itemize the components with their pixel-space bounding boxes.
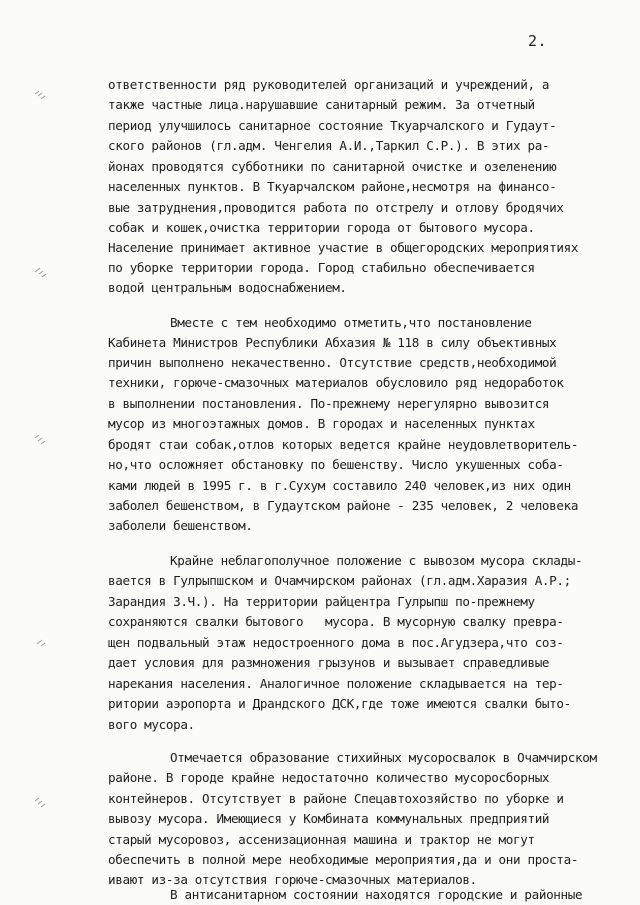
binder-hole-mark	[33, 432, 49, 446]
text-line: ритории аэропорта и Драндского ДСК,где тоже имеются свалки быто-	[108, 696, 571, 711]
text-line: вывозу мусора. Имеющиеся у Комбината коммунальных предприятий	[108, 811, 550, 826]
text-line: период улучшилось санитарное состояние Ткуарчалского и Гудаут-	[108, 118, 557, 133]
text-line: Зарандия З.Ч.). На территории райцентра Гулрыпш по-прежнему	[108, 594, 535, 609]
text-line: Население принимает активное участие в общегородских мероприятиях	[108, 240, 579, 255]
text-line: причин выполнено некачественно. Отсутствие средств,необходимой	[108, 355, 557, 370]
text-line: населенных пунктов. В Ткуарчалском районе,несмотря на финансо-	[108, 179, 557, 194]
text-line: вые затруднения,проводится работа по отстрелу и отлову бродячих	[108, 200, 564, 215]
binder-hole-mark	[33, 795, 49, 809]
page-number: 2.	[528, 32, 548, 50]
text-line: вого мусора.	[108, 717, 195, 732]
text-line: заболел бешенством, в Гудаутском районе - 235 человек, 2 человека	[108, 498, 579, 513]
text-line: контейнеров. Отсутствует в районе Спецавтохозяйство по уборке и	[108, 791, 564, 806]
text-line: ского районов (гл.адм. Ченгелия А.И.,Таркил С.Р.). В этих ра-	[108, 138, 550, 153]
text-line: Крайне неблагополучное положение с вывозом мусора склады-	[170, 553, 583, 568]
text-line: сохраняются свалки бытового мусора. В мусорную свалку превра-	[108, 614, 564, 629]
text-line: йонах проводятся субботники по санитарной очистке и озеленению	[108, 159, 557, 174]
binder-hole-mark	[34, 636, 50, 650]
text-line: по уборке территории города. Город стабильно обеспечивается	[108, 260, 535, 275]
text-line: вается в Гулрыпшском и Очамчирском районах (гл.адм.Харазия А.Р.;	[108, 573, 571, 588]
text-line: В антисанитарном состоянии находятся городские и районные	[170, 887, 583, 902]
text-line: в выполнении постановления. По-прежнему нерегулярно вывозится	[108, 396, 550, 411]
text-line: Кабинета Министров Республики Абхазия № 118 в силу объективных	[108, 335, 557, 350]
text-line: дает условия для размножения грызунов и вызывает справедливые	[108, 655, 550, 670]
text-line: бродят стаи собак,отлов которых ведется крайне неудовлетворитель-	[108, 437, 579, 452]
text-line: собак и кошек,очистка территории города от бытового мусора.	[108, 220, 535, 235]
text-line: нарекания населения. Аналогичное положение складывается на тер-	[108, 676, 564, 691]
text-line: старый мусоровоз, ассенизационная машина и трактор не могут	[108, 832, 535, 847]
text-line: ивают из-за отсутствия горюче-смазочных материалов.	[108, 872, 477, 887]
text-line: ответственности ряд руководителей организаций и учреждений, а	[108, 77, 550, 92]
text-line: техники, горюче-смазочных материалов обусловило ряд недоработок	[108, 375, 564, 390]
text-line: щен подвальный этаж недостроенного дома в пос.Агудзера,что соз-	[108, 635, 564, 650]
text-line: ками людей в 1995 г. в г.Сухум составило 240 человек,из них один	[108, 478, 571, 493]
text-line: Вместе с тем необходимо отметить,что постановление	[170, 315, 532, 330]
text-line: Отмечается образование стихийных мусоросвалок в Очамчирском	[170, 750, 597, 765]
text-line: районе. В городе крайне недостаточно количество мусоросборных	[108, 770, 550, 785]
text-line: мусор из многоэтажных домов. В городах и населенных пунктах	[108, 416, 535, 431]
binder-hole-mark	[33, 265, 49, 279]
text-line: заболели бешенством.	[108, 518, 253, 533]
text-line: водой центральным водоснабжением.	[108, 280, 347, 295]
text-line: обеспечить в полной мере необходимые мероприятия,да и они проста-	[108, 852, 579, 867]
binder-hole-mark	[33, 88, 49, 102]
text-line: также частные лица.нарушавшие санитарный режим. За отчетный	[108, 97, 535, 112]
text-line: но,что осложняет обстановку по бешенству. Число укушенных соба-	[108, 457, 564, 472]
